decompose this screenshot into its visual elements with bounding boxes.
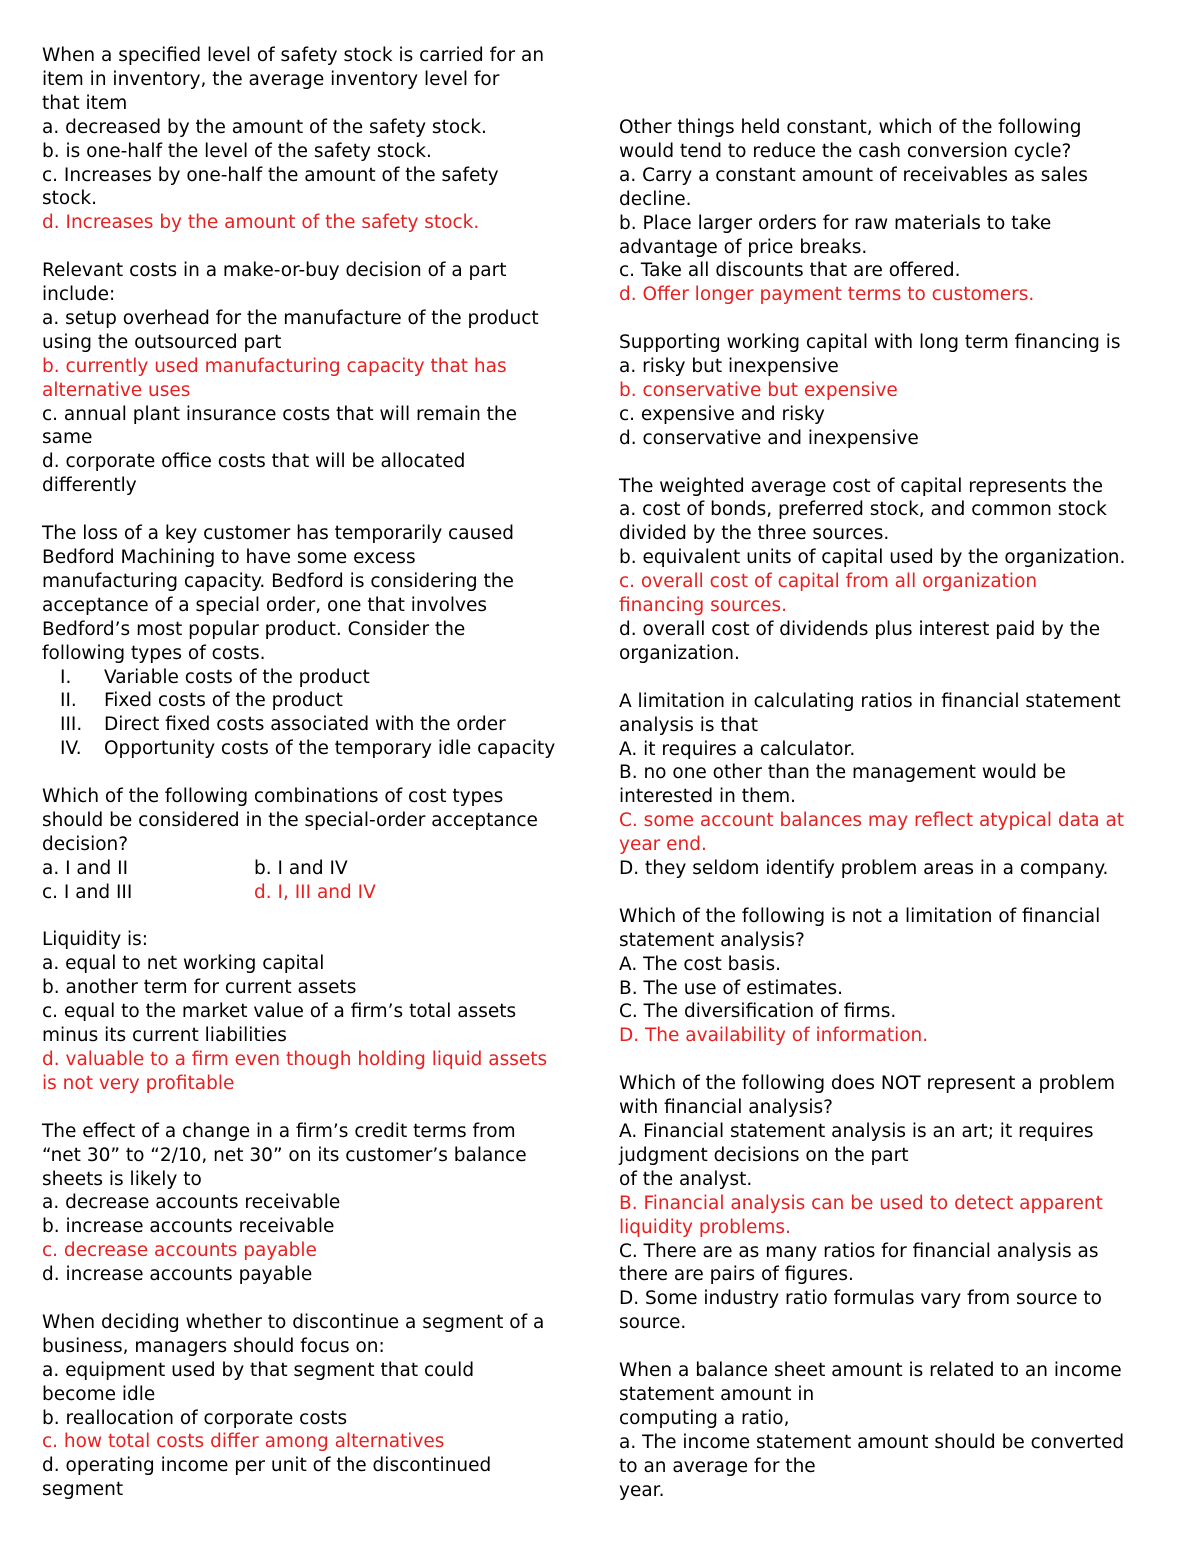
answer-option: c. I and III xyxy=(42,881,133,903)
answer-option xyxy=(42,403,592,451)
question-block xyxy=(619,1072,1174,1335)
text-line: A. Financial statement analysis is an art; it requires xyxy=(619,1120,1094,1142)
answer-option xyxy=(619,1000,1174,1024)
roman-numeral: IV. xyxy=(60,738,82,760)
text-line: b. is one-half the level of the safety stock. xyxy=(42,140,432,162)
answer-option xyxy=(42,140,592,164)
correct-answer-line: b. conservative but expensive xyxy=(619,379,898,401)
question-stem xyxy=(619,475,1174,499)
question-block xyxy=(42,928,592,1095)
text-line: same xyxy=(42,427,93,449)
correct-answer-line: D. The availability of information. xyxy=(619,1025,929,1047)
question-block xyxy=(619,475,1174,666)
text-line: D. Some industry ratio formulas vary from source to xyxy=(619,1288,1102,1310)
answer-option-correct xyxy=(619,1024,1174,1048)
answer-option-correct xyxy=(619,1192,1174,1240)
answer-option xyxy=(619,977,1174,1001)
question-stem xyxy=(42,1311,592,1359)
text-line: When deciding whether to discontinue a segment of a xyxy=(42,1311,545,1333)
answer-option xyxy=(42,976,592,1000)
question-stem xyxy=(619,690,1174,738)
text-line: minus its current liabilities xyxy=(42,1025,287,1047)
text-line: c. Increases by one-half the amount of the safety xyxy=(42,164,499,186)
roman-item-text: Opportunity costs of the temporary idle capacity xyxy=(104,738,556,760)
correct-answer-line: c. decrease accounts payable xyxy=(42,1240,317,1262)
answer-option xyxy=(42,307,592,355)
text-line: statement amount in xyxy=(619,1383,815,1405)
roman-list-item xyxy=(42,737,592,761)
answer-option xyxy=(42,1000,592,1048)
answer-option-correct xyxy=(619,809,1174,857)
text-line: The weighted average cost of capital represents the xyxy=(619,475,1104,497)
text-line: C. The diversification of firms. xyxy=(619,1001,897,1023)
text-line: interested in them. xyxy=(619,786,796,808)
text-line: should be considered in the special-order acceptance xyxy=(42,809,538,831)
text-line: there are pairs of figures. xyxy=(619,1264,854,1286)
text-line: D. they seldom identify problem areas in a company. xyxy=(619,858,1109,880)
text-line: “net 30” to “2/10, net 30” on its customer’s balance xyxy=(42,1144,527,1166)
text-line: A. The cost basis. xyxy=(619,953,782,975)
answer-option xyxy=(619,212,1174,260)
answer-option-correct xyxy=(619,283,1174,307)
text-line: judgment decisions on the part xyxy=(619,1144,909,1166)
answer-option-correct xyxy=(42,1239,592,1263)
text-line: C. There are as many ratios for financial analysis as xyxy=(619,1240,1099,1262)
correct-answer-line: is not very profitable xyxy=(42,1072,235,1094)
question-block xyxy=(42,259,592,498)
text-line: c. equal to the market value of a firm’s total assets xyxy=(42,1001,517,1023)
question-block xyxy=(619,1359,1174,1502)
text-line: of the analyst. xyxy=(619,1168,753,1190)
text-line: a. decreased by the amount of the safety stock. xyxy=(42,116,487,138)
answer-option-correct xyxy=(619,379,1174,403)
question-block xyxy=(619,116,1174,307)
text-line: d. increase accounts payable xyxy=(42,1264,313,1286)
question-block-special-order xyxy=(42,522,592,904)
text-line: c. expensive and risky xyxy=(619,403,825,425)
text-line: analysis is that xyxy=(619,714,759,736)
answer-option xyxy=(42,1263,592,1287)
answer-option xyxy=(619,1120,1174,1192)
text-line: B. no one other than the management would be xyxy=(619,762,1066,784)
answer-option: a. I and II xyxy=(42,857,129,879)
roman-item-text: Variable costs of the product xyxy=(104,666,370,688)
left-column xyxy=(42,44,592,1526)
text-line: decision? xyxy=(42,833,129,855)
text-line: b. Place larger orders for raw materials to take xyxy=(619,212,1052,234)
answer-option-correct xyxy=(42,1430,592,1454)
answer-option xyxy=(619,857,1174,881)
answer-option xyxy=(619,355,1174,379)
answer-option xyxy=(619,403,1174,427)
question-stem xyxy=(42,522,592,665)
correct-answer-line: d. valuable to a firm even though holding liquid assets xyxy=(42,1049,548,1070)
text-line: c. annual plant insurance costs that will remain the xyxy=(42,403,518,425)
text-line: b. reallocation of corporate costs xyxy=(42,1407,348,1429)
text-line: differently xyxy=(42,475,137,497)
text-line: Other things held constant, which of the following xyxy=(619,117,1082,138)
answer-option xyxy=(42,1191,592,1215)
question-stem xyxy=(619,116,1174,164)
answer-option-correct xyxy=(42,211,592,235)
text-line: a. decrease accounts receivable xyxy=(42,1192,341,1214)
text-line: a. equipment used by that segment that could xyxy=(42,1359,475,1381)
answer-option xyxy=(42,450,592,498)
answer-option xyxy=(42,1215,592,1239)
text-line: following types of costs. xyxy=(42,642,266,664)
question-block xyxy=(619,331,1174,451)
question-stem xyxy=(42,259,592,307)
text-line: become idle xyxy=(42,1383,156,1405)
question-block xyxy=(619,905,1174,1048)
answer-option: b. I and IV xyxy=(254,857,348,879)
text-line: with financial analysis? xyxy=(619,1097,833,1119)
text-line: When a specified level of safety stock is carried for an xyxy=(42,45,545,66)
roman-numeral: II. xyxy=(60,690,77,712)
text-line: that item xyxy=(42,92,128,114)
text-line: a. The income statement amount should be converted xyxy=(619,1431,1125,1453)
roman-list-item xyxy=(42,713,592,737)
text-line: Bedford Machining to have some excess xyxy=(42,547,416,568)
text-line: year. xyxy=(619,1479,665,1501)
question-stem xyxy=(42,785,592,857)
correct-answer-line: year end. xyxy=(619,834,707,856)
question-block xyxy=(42,44,592,235)
text-line: a. risky but inexpensive xyxy=(619,356,839,378)
text-line: Supporting working capital with long term financing is xyxy=(619,332,1121,354)
text-line: c. Take all discounts that are offered. xyxy=(619,260,961,282)
text-line: would tend to reduce the cash conversion cycle? xyxy=(619,140,1072,162)
question-block xyxy=(619,690,1174,881)
roman-list xyxy=(42,666,592,762)
answer-option-correct xyxy=(42,1048,592,1096)
text-line: advantage of price breaks. xyxy=(619,236,868,258)
text-line: statement analysis? xyxy=(619,929,805,951)
correct-answer-line: d. Offer longer payment terms to customers. xyxy=(619,284,1035,306)
text-line: Bedford’s most popular product. Consider the xyxy=(42,618,466,640)
question-stem xyxy=(42,928,592,952)
answer-option xyxy=(619,427,1174,451)
roman-item-text: Direct fixed costs associated with the order xyxy=(104,714,506,736)
answer-grid xyxy=(42,857,592,905)
answer-option xyxy=(619,1431,1174,1503)
answer-option xyxy=(42,952,592,976)
answer-option xyxy=(42,116,592,140)
answer-option xyxy=(619,618,1174,666)
answer-option-correct xyxy=(42,355,592,403)
correct-answer-line: C. some account balances may reflect atypical data at xyxy=(619,810,1125,832)
question-stem xyxy=(619,1359,1174,1431)
text-line: using the outsourced part xyxy=(42,331,282,353)
answer-option xyxy=(42,1407,592,1431)
correct-answer-line: c. how total costs differ among alternatives xyxy=(42,1431,445,1453)
text-line: business, managers should focus on: xyxy=(42,1335,385,1357)
answer-option xyxy=(619,259,1174,283)
text-line: Which of the following does NOT represent a problem xyxy=(619,1073,1116,1095)
text-line: divided by the three sources. xyxy=(619,523,890,545)
text-line: a. setup overhead for the manufacture of the product xyxy=(42,307,539,329)
text-line: segment xyxy=(42,1479,124,1501)
question-block xyxy=(42,1311,592,1502)
text-line: b. increase accounts receivable xyxy=(42,1216,335,1238)
text-line: Relevant costs in a make-or-buy decision of a part xyxy=(42,260,507,282)
text-line: When a balance sheet amount is related to an income xyxy=(619,1360,1122,1382)
answer-option xyxy=(619,1287,1174,1335)
correct-answer-line: b. currently used manufacturing capacity that has xyxy=(42,355,507,377)
text-line: Liquidity is: xyxy=(42,929,149,951)
roman-list-item xyxy=(42,689,592,713)
text-line: Which of the following is not a limitation of financial xyxy=(619,905,1101,927)
text-line: b. another term for current assets xyxy=(42,977,357,999)
text-line: The effect of a change in a firm’s credit terms from xyxy=(42,1120,516,1142)
answer-option xyxy=(619,1240,1174,1288)
answer-option-correct xyxy=(619,570,1174,618)
text-line: A limitation in calculating ratios in financial statement xyxy=(619,690,1121,712)
text-line: d. conservative and inexpensive xyxy=(619,427,919,449)
roman-numeral: I. xyxy=(60,666,72,688)
question-block xyxy=(42,1120,592,1287)
roman-item-text: Fixed costs of the product xyxy=(104,690,343,712)
text-line: source. xyxy=(619,1312,687,1334)
text-line: B. The use of estimates. xyxy=(619,977,844,999)
answer-option xyxy=(619,498,1174,546)
correct-answer-line: d. Increases by the amount of the safety stock. xyxy=(42,212,480,234)
answer-option xyxy=(42,1454,592,1502)
text-line: include: xyxy=(42,284,116,306)
answer-option xyxy=(619,164,1174,212)
right-column xyxy=(619,116,1174,1526)
text-line: decline. xyxy=(619,188,692,210)
question-stem xyxy=(619,1072,1174,1120)
text-line: item in inventory, the average inventory level for xyxy=(42,68,500,90)
text-line: a. cost of bonds, preferred stock, and common stock xyxy=(619,499,1107,521)
text-line: manufacturing capacity. Bedford is considering the xyxy=(42,570,514,592)
question-stem xyxy=(619,905,1174,953)
answer-option xyxy=(619,761,1174,809)
text-line: acceptance of a special order, one that involves xyxy=(42,594,488,616)
text-line: d. operating income per unit of the discontinued xyxy=(42,1455,492,1477)
text-line: organization. xyxy=(619,642,740,664)
text-line: d. corporate office costs that will be allocated xyxy=(42,451,466,473)
answer-option-correct: d. I, III and IV xyxy=(254,881,376,903)
text-line: sheets is likely to xyxy=(42,1168,202,1190)
correct-answer-line: liquidity problems. xyxy=(619,1216,791,1238)
question-stem xyxy=(619,331,1174,355)
correct-answer-line: financing sources. xyxy=(619,595,788,617)
text-line: stock. xyxy=(42,188,97,210)
text-line: computing a ratio, xyxy=(619,1407,790,1429)
roman-numeral: III. xyxy=(60,714,83,736)
text-line: Which of the following combinations of cost types xyxy=(42,786,504,808)
text-line: The loss of a key customer has temporarily caused xyxy=(42,523,515,545)
roman-list-item xyxy=(42,666,592,690)
correct-answer-line: B. Financial analysis can be used to detect apparent xyxy=(619,1192,1103,1214)
answer-option xyxy=(619,953,1174,977)
question-stem xyxy=(42,1120,592,1192)
text-line: a. Carry a constant amount of receivables as sales xyxy=(619,164,1088,186)
correct-answer-line: c. overall cost of capital from all organization xyxy=(619,571,1038,593)
answer-option xyxy=(619,738,1174,762)
question-stem xyxy=(42,44,592,116)
answer-option xyxy=(42,164,592,212)
answer-option xyxy=(619,546,1174,570)
text-line: to an average for the xyxy=(619,1455,816,1477)
answer-option xyxy=(42,1359,592,1407)
text-line: a. equal to net working capital xyxy=(42,953,325,975)
text-line: d. overall cost of dividends plus interest paid by the xyxy=(619,619,1101,640)
text-line: b. equivalent units of capital used by the organization. xyxy=(619,547,1126,569)
text-line: A. it requires a calculator. xyxy=(619,738,856,760)
correct-answer-line: alternative uses xyxy=(42,379,191,401)
